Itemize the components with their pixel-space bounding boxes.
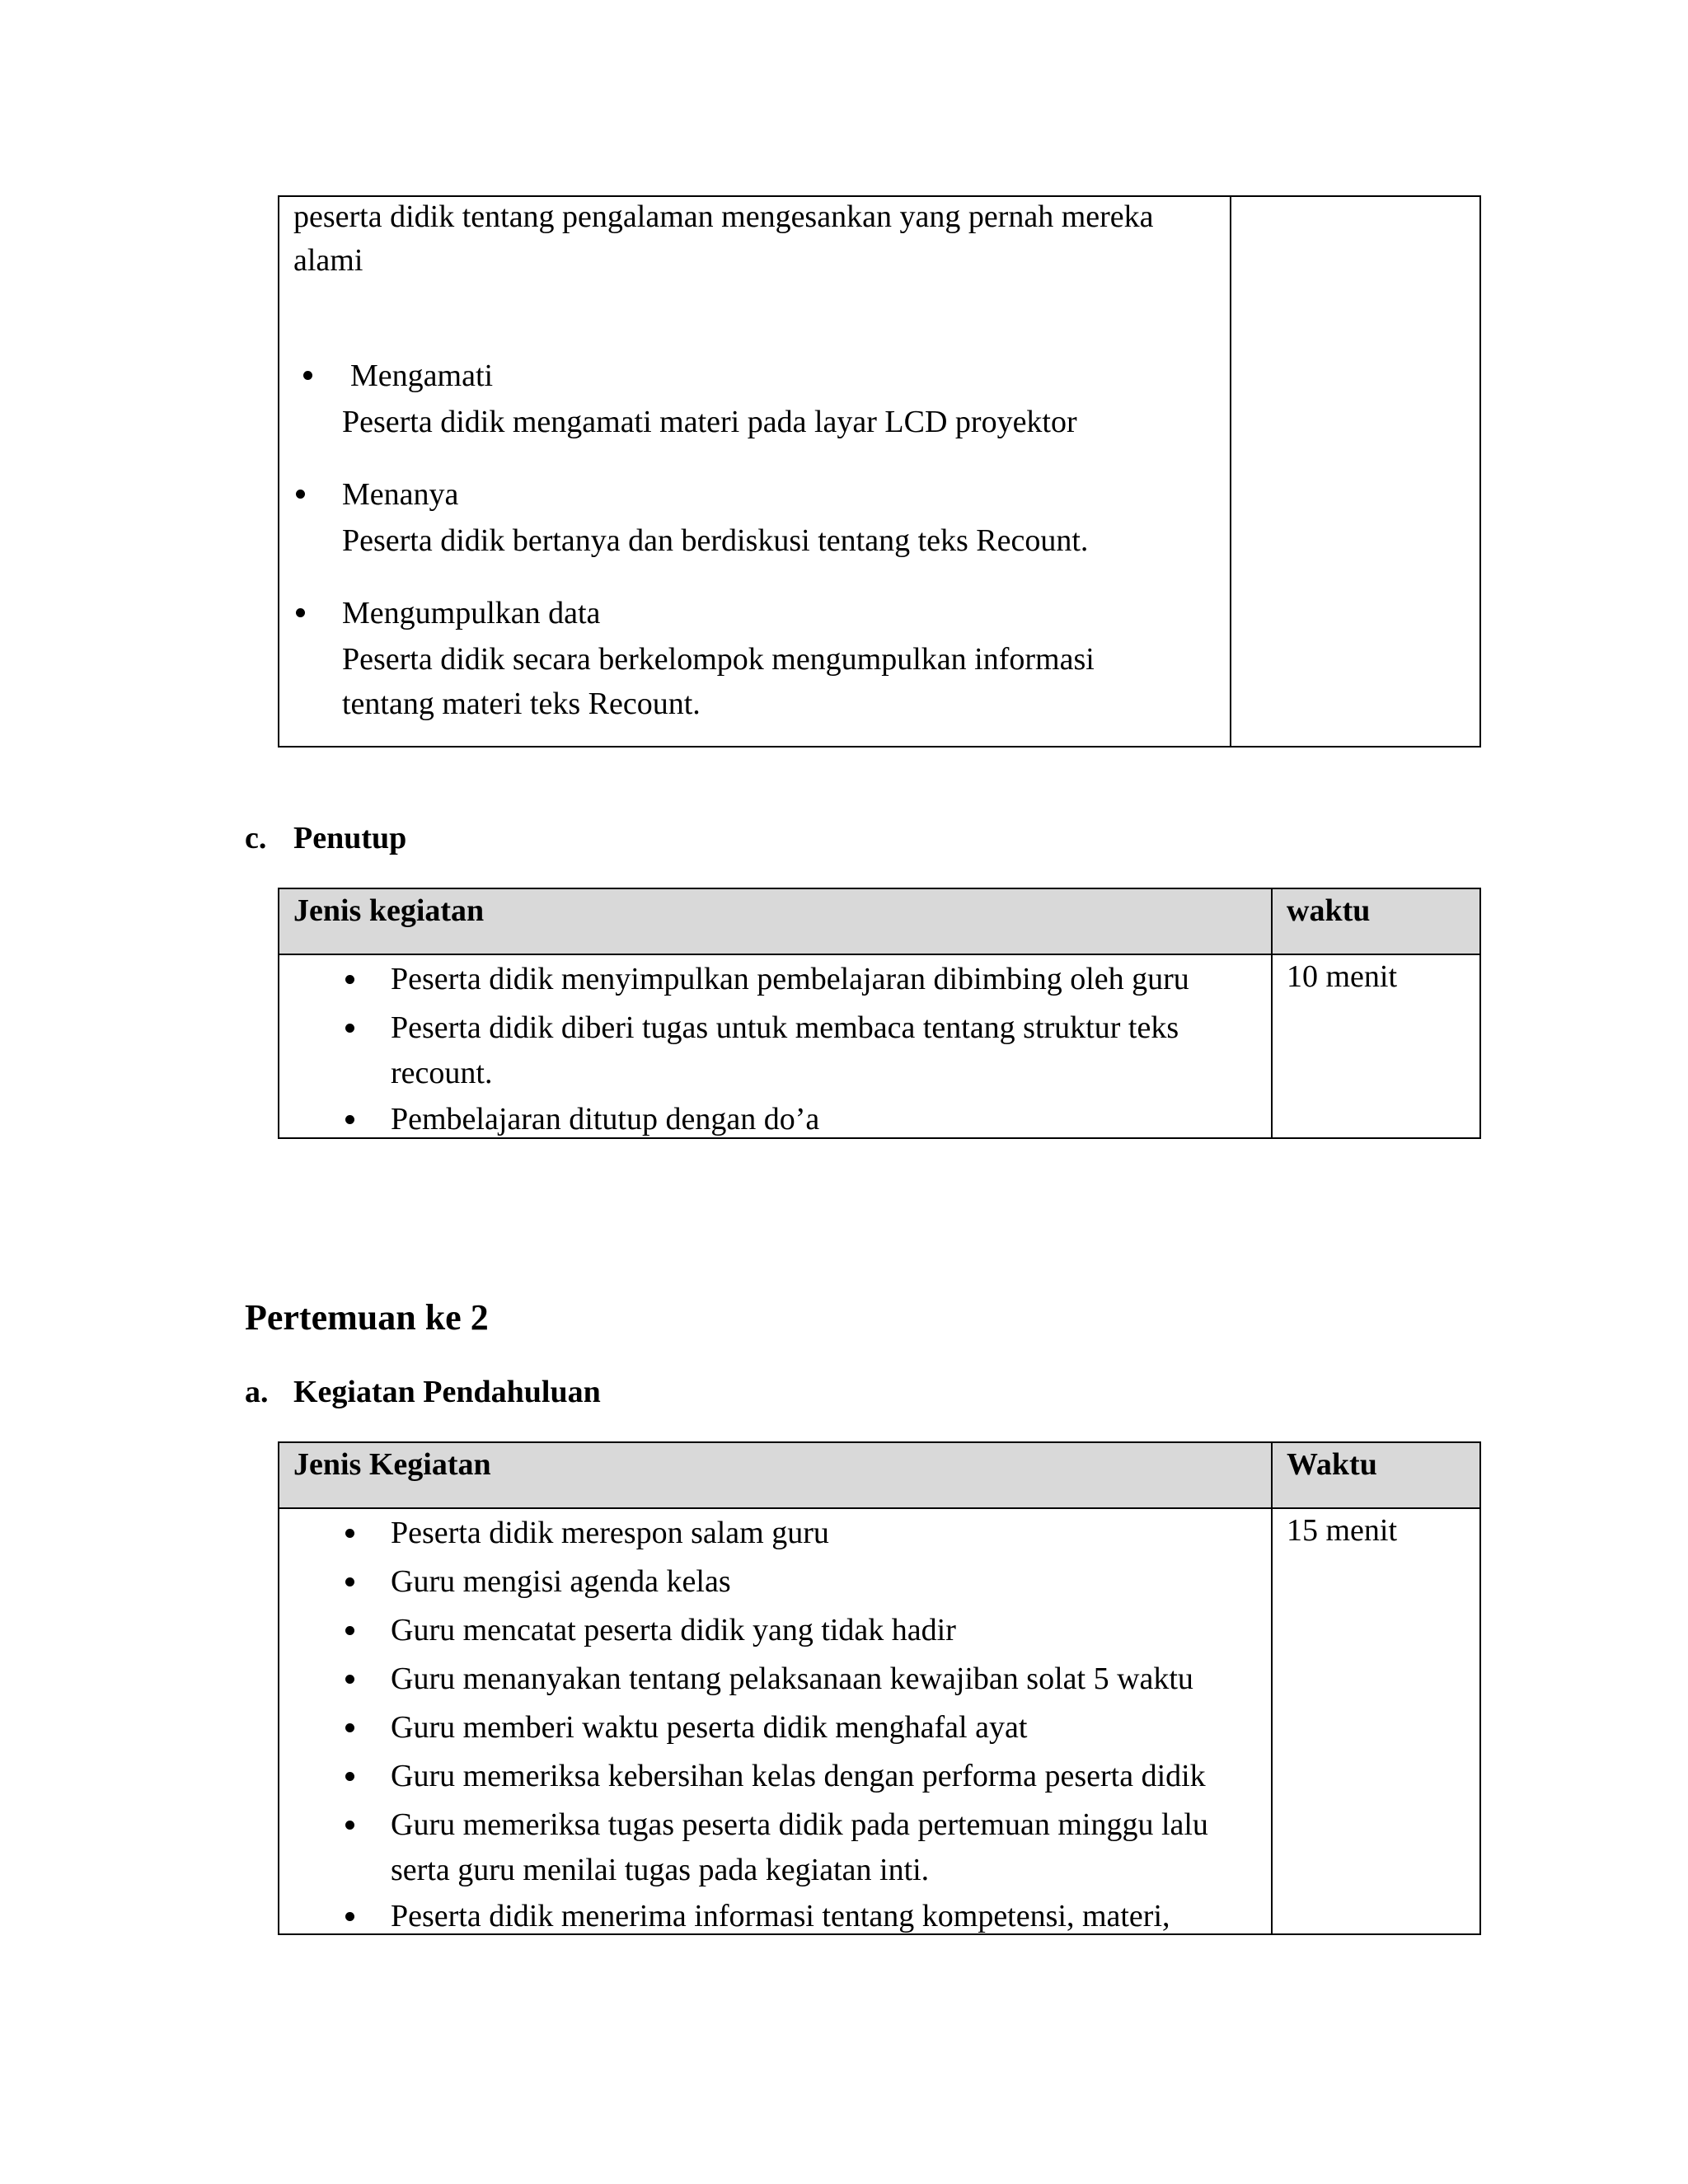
bullet-icon: [345, 1626, 354, 1635]
opening-activity-item: Guru memeriksa tugas peserta didik pada pertemuan minggu lalu: [391, 1807, 1208, 1842]
header-activity: Jenis Kegiatan: [293, 1447, 491, 1482]
closing-activity-item: Pembelajaran ditutup dengan do’a: [391, 1102, 820, 1137]
activity-title: Menanya: [342, 477, 459, 512]
opening-time: 15 menit: [1287, 1513, 1398, 1548]
bullet-icon: [345, 1115, 354, 1124]
opening-activity-item: Guru memberi waktu peserta didik menghafal ayat: [391, 1710, 1028, 1745]
section-label: c.: [245, 821, 267, 855]
bullet-icon: [345, 975, 354, 984]
bullet-icon: [345, 1529, 354, 1538]
table-column-divider: [1271, 889, 1273, 1137]
bullet-icon: [303, 371, 312, 380]
bullet-icon: [345, 1024, 354, 1033]
bullet-icon: [345, 1821, 354, 1830]
intro-line: peserta didik tentang pengalaman mengesankan yang pernah mereka: [293, 199, 1154, 234]
closing-activity-item: Peserta didik menyimpulkan pembelajaran dibimbing oleh guru: [391, 962, 1189, 996]
opening-activity-item: Guru mencatat peserta didik yang tidak hadir: [391, 1613, 956, 1647]
bullet-icon: [345, 1577, 354, 1586]
activity-description: Peserta didik mengamati materi pada layar LCD proyektor: [342, 405, 1077, 439]
bullet-icon: [296, 490, 305, 499]
bullet-icon: [296, 608, 305, 617]
closing-time: 10 menit: [1287, 959, 1398, 994]
opening-activity-item: Peserta didik menerima informasi tentang kompetensi, materi,: [391, 1899, 1170, 1933]
bullet-icon: [345, 1912, 354, 1921]
header-time: Waktu: [1287, 1447, 1377, 1482]
opening-activity-item: Guru memeriksa kebersihan kelas dengan performa peserta didik: [391, 1759, 1206, 1793]
activity-description: Peserta didik bertanya dan berdiskusi tentang teks Recount.: [342, 523, 1089, 558]
closing-activity-item: Peserta didik diberi tugas untuk membaca tentang struktur teks: [391, 1010, 1179, 1045]
activity-title: Mengumpulkan data: [342, 596, 601, 630]
activity-title: Mengamati: [350, 359, 494, 393]
meeting-title: Pertemuan ke 2: [245, 1297, 489, 1338]
section-label: a.: [245, 1375, 269, 1409]
bullet-icon: [345, 1772, 354, 1781]
header-time: waktu: [1287, 893, 1371, 928]
table-column-divider: [1230, 197, 1231, 746]
opening-activity-item: Peserta didik merespon salam guru: [391, 1516, 829, 1550]
activity-description: tentang materi teks Recount.: [342, 687, 701, 721]
bullet-icon: [345, 1723, 354, 1732]
intro-line: alami: [293, 243, 363, 278]
bullet-icon: [345, 1675, 354, 1684]
opening-activity-item: Guru menanyakan tentang pelaksanaan kewajiban solat 5 waktu: [391, 1661, 1193, 1696]
section-title: Kegiatan Pendahuluan: [293, 1375, 601, 1409]
table-column-divider: [1271, 1443, 1273, 1933]
activity-description: Peserta didik secara berkelompok mengumpulkan informasi: [342, 642, 1095, 677]
opening-activity-item: Guru mengisi agenda kelas: [391, 1564, 731, 1599]
opening-activity-item: serta guru menilai tugas pada kegiatan inti.: [391, 1853, 930, 1887]
section-title: Penutup: [293, 821, 407, 855]
closing-activity-item: recount.: [391, 1056, 493, 1090]
header-activity: Jenis kegiatan: [293, 893, 485, 928]
